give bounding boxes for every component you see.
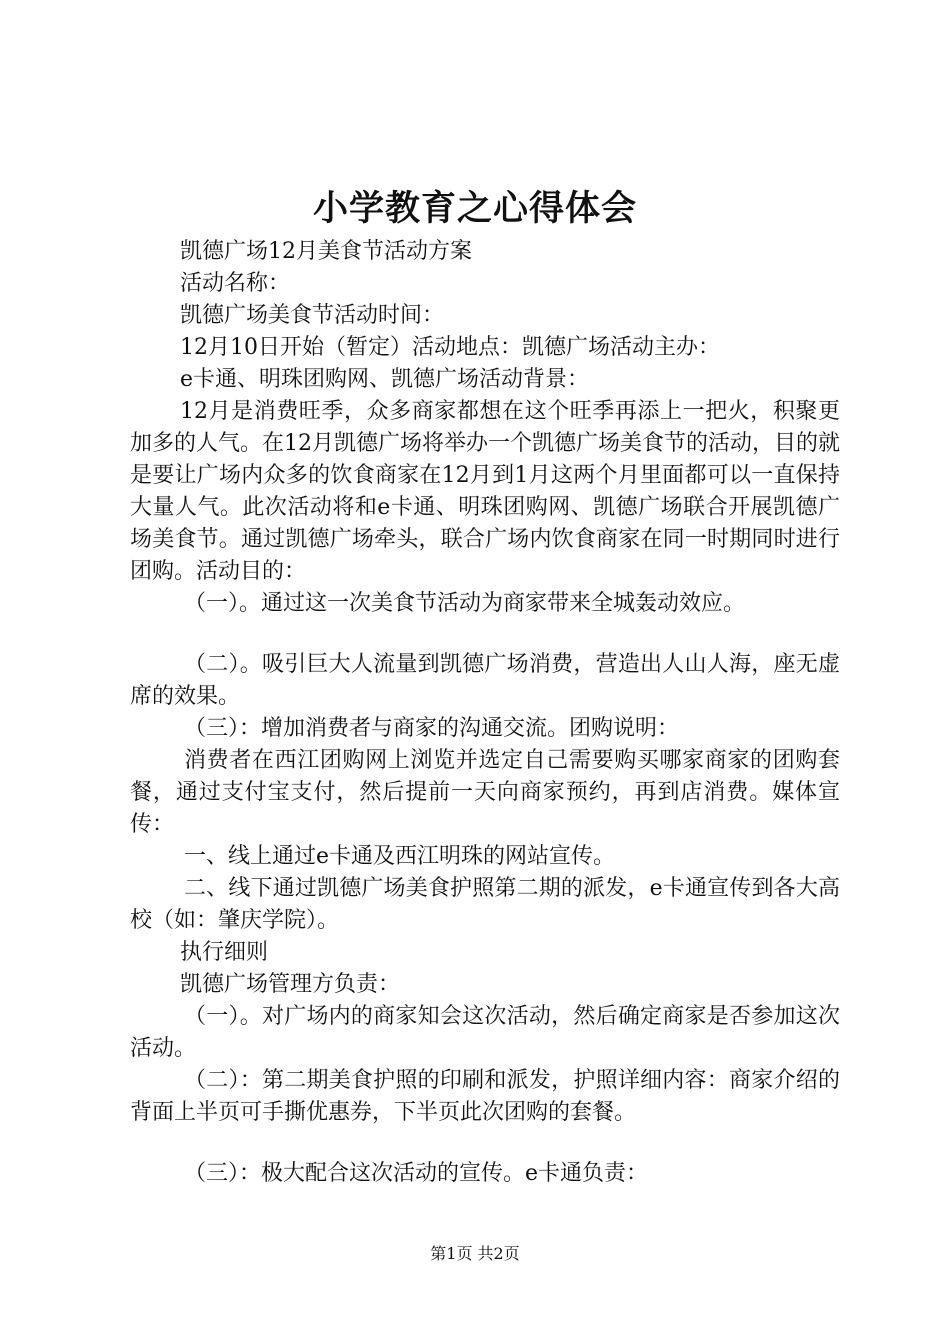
paragraph-gap — [130, 1129, 840, 1158]
paragraph: 执行细则 — [180, 940, 269, 965]
page-footer: 第1页 共2页 — [430, 1244, 520, 1263]
paragraph: （一）。通过这一次美食节活动为商家带来全城轰动效应。 — [184, 591, 746, 616]
paragraph: 凯德广场12月美食节活动方案 — [180, 239, 472, 264]
paragraph: 12月是消费旺季，众多商家都想在这个旺季再添上一把火，积聚更加多的人气。在12月凯德广场将举办一个凯德广场美食节的活动，目的就是要让广场内众多的饮食商家在12月到1月这两个月里面都可以一直保持大量人气。此次活动将和e卡通、明珠团购网、凯德广场联合开展凯德广场美食节。通过凯德广场牵头，联合广场内饮食商家在同一时期同时进行团购。活动目的： — [130, 399, 840, 584]
document-title: 小学教育之心得体会 — [312, 188, 637, 229]
paragraph: 活动名称： — [180, 271, 291, 296]
paragraph: e卡通、明珠团购网、凯德广场活动背景： — [180, 367, 590, 392]
paragraph: 一、线上通过e卡通及西江明珠的网站宣传。 — [184, 844, 616, 869]
paragraph: （三）：增加消费者与商家的沟通交流。团购说明： — [184, 716, 680, 741]
paragraph: （二）。吸引巨大人流量到凯德广场消费，营造出人山人海，座无虚席的效果。 — [130, 652, 840, 709]
paragraph: 凯德广场美食节活动时间： — [180, 303, 445, 328]
paragraph: （一）。对广场内的商家知会这次活动，然后确定商家是否参加这次活动。 — [130, 1004, 840, 1061]
paragraph: 凯德广场管理方负责： — [180, 972, 401, 997]
paragraph: 12月10日开始（暂定）活动地点：凯德广场活动主办： — [180, 335, 720, 360]
paragraph: （三）：极大配合这次活动的宣传。e卡通负责： — [184, 1161, 649, 1186]
paragraph: （二）：第二期美食护照的印刷和派发，护照详细内容：商家介绍的背面上半页可手撕优惠券，下半页此次团购的套餐。 — [130, 1068, 840, 1125]
paragraph: 二、线下通过凯德广场美食护照第二期的派发，e卡通宣传到各大高校（如：肇庆学院）。 — [130, 876, 840, 933]
document-body — [130, 236, 840, 1190]
paragraph-gap — [130, 620, 840, 649]
paragraph: 消费者在西江团购网上浏览并选定自己需要购买哪家商家的团购套餐，通过支付宝支付，然后提前一天向商家预约，再到店消费。媒体宣传： — [130, 748, 840, 837]
